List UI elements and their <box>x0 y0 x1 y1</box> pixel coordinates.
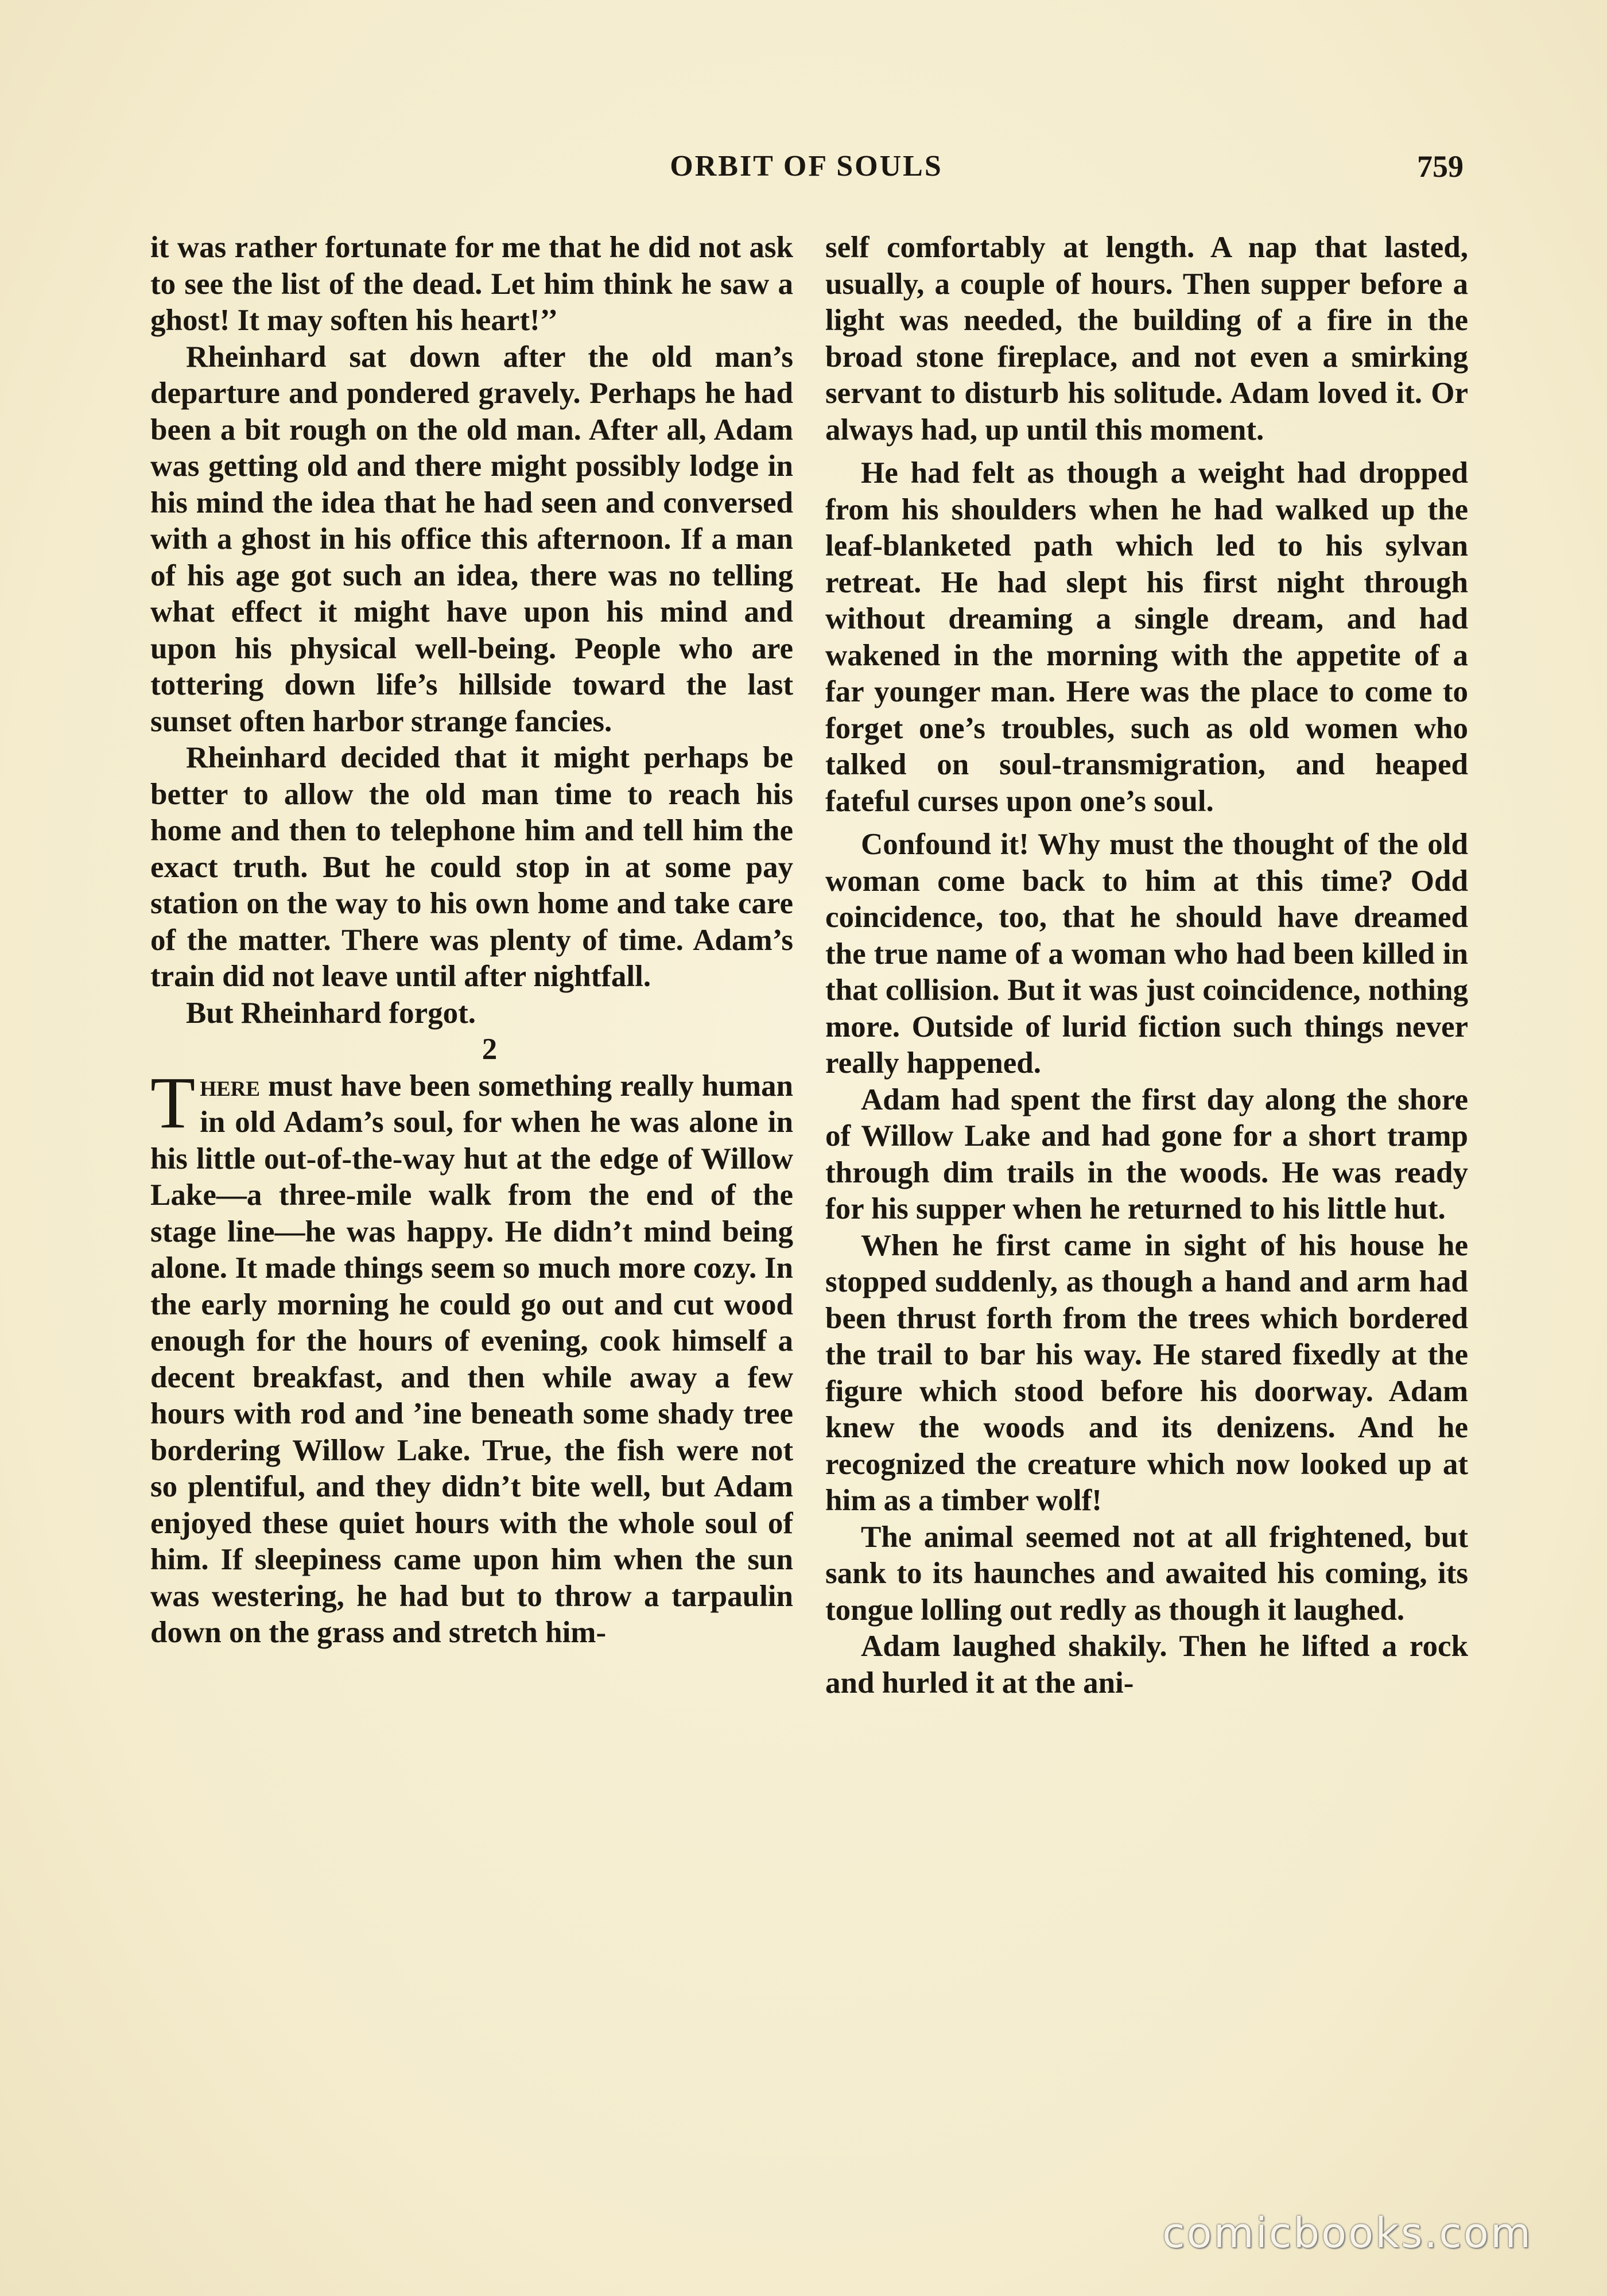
paragraph: self comfortably at length. A nap that lasted, usually, a couple of hours. Then supper before a light was needed, the building of a fire in the broad stone fireplace, and not even a smirking servant to disturb his solitude. Adam loved it. Or always had, up until this moment. <box>825 231 1468 447</box>
running-title: ORBIT OF SOULS <box>670 150 943 183</box>
paragraph: Adam laughed shakily. Then he lifted a rock and hurled it at the ani- <box>825 1630 1468 1700</box>
section-number: 2 <box>482 1033 498 1066</box>
paragraph: Confound it! Why must the thought of the old woman come back to him at this time? Odd coincidence, too, that he should have dreamed the true name of a woman who had been killed in that collision. But it was just coincidence, nothing more. Outside of lurid fiction such things never really happened. <box>825 828 1468 1080</box>
right-column <box>825 230 1468 2158</box>
paragraph: But Rheinhard forgot. <box>186 996 476 1030</box>
paragraph: Adam had spent the first day along the shore of Willow Lake and had gone for a short tramp through dim trails in the woods. He was ready for his supper when he returned to his little hut. <box>825 1083 1468 1225</box>
drop-cap: T <box>150 1061 196 1143</box>
paragraph-text: must have been something really human in old Adam’s soul, for when he was alone in his little out-of-the-way hut at the edge of Willow Lake—a three-mile walk from the end of the stage line—he was happy. He didn’t mind being alone. It made things seem so much more cozy. In the early morning he could go out and cut wood enough for the hours of evening, cook himself a decent breakfast, and then while away a few hours with rod and ’ine beneath some shady tree bordering Willow Lake. True, the fish were not so plentiful, and they didn’t bite well, but Adam enjoyed these quiet hours with the whole soul of him. If sleepiness came upon him when the sun was westering, he had but to throw a tarpaulin down on the grass and stretch him- <box>150 1069 793 1649</box>
page-number: 759 <box>1417 149 1464 184</box>
running-head <box>149 144 1464 189</box>
paragraph: Rheinhard decided that it might perhaps be better to allow the old man time to reach his home and then to telephone him and tell him the exact truth. But he could stop in at some pay station on the way to his own home and take care of the matter. There was plenty of time. Adam’s train did not leave until after nightfall. <box>150 741 793 993</box>
paragraph: it was rather fortunate for me that he did not ask to see the list of the dead. Let him think he saw a ghost! It may soften his heart!’’ <box>150 231 793 337</box>
lead-in-small-caps: here <box>200 1069 261 1103</box>
paragraph: When he first came in sight of his house he stopped suddenly, as though a hand and arm had been thrust forth from the trees which bordered the trail to bar his way. He stared fixedly at the figure which stood before his doorway. Adam knew the woods and its denizens. And he recognized the creature which now looked up at him as a timber wolf! <box>825 1228 1468 1517</box>
paragraph: He had felt as though a weight had dropped from his shoulders when he had walked up the leaf-blanketed path which led to his sylvan retreat. He had slept his first night through without dreaming a single dream, and had wakened in the morning with the appetite of a far younger man. Here was the place to come to forget one’s troubles, such as old women who talked on soul-transmigration, and heaped fateful curses upon one’s soul. <box>825 456 1468 818</box>
paragraph: Rheinhard sat down after the old man’s departure and pondered gravely. Perhaps he had been a bit rough on the old man. After all, Adam was getting old and there might possibly lodge in his mind the idea that he had seen and conversed with a ghost in his office this afternoon. If a man of his age got such an idea, there was no telling what effect it might have upon his mind and upon his physical well-being. People who are tottering down life’s hillside toward the last sunset often harbor strange fancies. <box>150 340 793 738</box>
paragraph: The animal seemed not at all frightened, but sank to its haunches and awaited his coming, its tongue lolling out redly as though it laughed. <box>825 1520 1468 1627</box>
section-opening-paragraph <box>150 1061 793 1651</box>
site-watermark: comicbooks.com <box>1162 2209 1532 2257</box>
left-column <box>150 230 793 2158</box>
